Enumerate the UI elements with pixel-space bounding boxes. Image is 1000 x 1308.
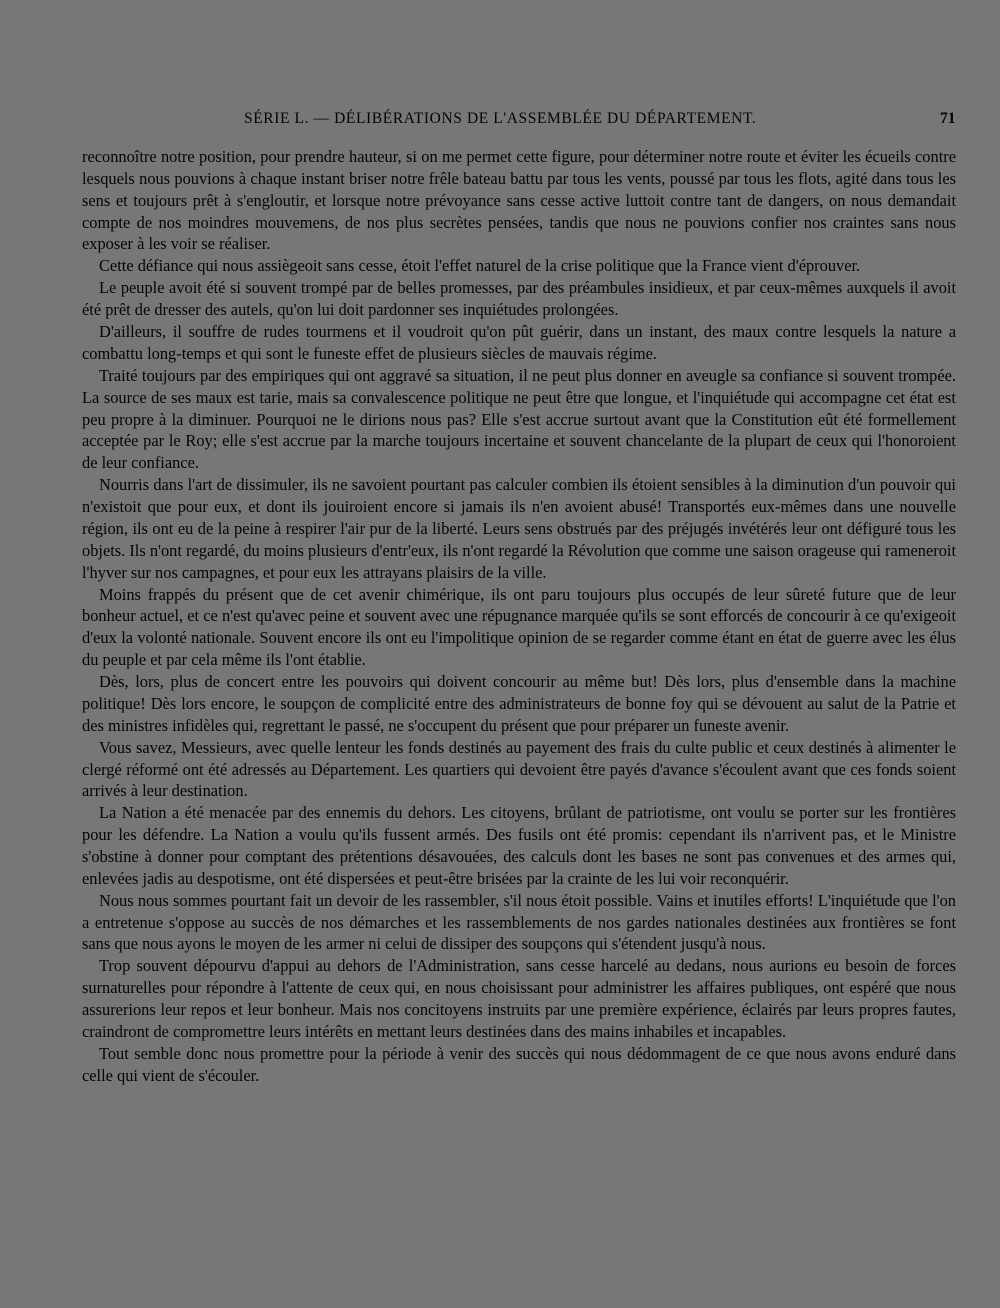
paragraph: Moins frappés du présent que de cet avenir chimérique, ils ont paru toujours plus occupés de leur sûreté future que de leur bonheur actuel, et ce n'est qu'avec peine et souvent avec une répugnance marquée qu'ils se sont efforcés de concourir à ce qu'exigeoit d'eux la volonté nationale. Souvent encore ils ont eu l'impolitique opinion de se regarder comme étant en état de guerre avec les élus du peuple et par cela même ils l'ont établie. [82,584,956,670]
paragraph: Dès, lors, plus de concert entre les pouvoirs qui doivent concourir au même but! Dès lors, plus d'ensemble dans la machine politique! Dès lors encore, le soupçon de complicité entre des administrateurs de bonne foy qui se dévouent au salut de la Patrie et des ministres infidèles qui, regrettant le passé, ne s'occupent du présent que pour préparer un funeste avenir. [82,672,956,735]
page-number: 71 [940,110,956,127]
paragraph: Traité toujours par des empiriques qui ont aggravé sa situation, il ne peut plus donner en aveugle sa confiance si souvent trompée. La source de ses maux est tarie, mais sa convalescence politique ne peut être que longue, et l'inquiétude qui accompagne cet état est peu propre à la diminuer. Pourquoi ne le dirions nous pas? Elle s'est accrue surtout avant que la Constitution eût été formellement acceptée par le Roy; elle s'est accrue par la marche toujours incertaine et souvent chancelante de la plupart de ceux qui l'honoroient de leur confiance. [82,365,956,473]
paragraph: Trop souvent dépourvu d'appui au dehors de l'Administration, sans cesse harcelé au dedans, nous aurions eu besoin de forces surnaturelles pour répondre à l'attente de ceux qui, en nous choisissant pour administrer les affaires publiques, ont espéré que nous assurerions leur repos et leur bonheur. Mais nos concitoyens instruits par une première expérience, éclairés par leurs propres fautes, craindront de compromettre leurs intérêts en mettant leurs destinées dans des mains inhabiles et incapables. [82,956,956,1041]
paragraph: Nous nous sommes pourtant fait un devoir de les rassembler, s'il nous étoit possible. Vains et inutiles efforts! L'inquiétude que l'on a entretenue s'oppose au succès de nos démarches et les rassemblements de nos gardes nationales destinées aux frontières se font sans que nous ayons le moyen de les armer ni celui de dissiper des soupçons qui s'étendent jusqu'à nous. [82,890,956,954]
paragraph: D'ailleurs, il souffre de rudes tourmens et il voudroit qu'on pût guérir, dans un instant, des maux contre lesquels la nature a combattu long-temps et qui sont le funeste effet de plusieurs siècles de mauvais régime. [82,322,956,363]
paragraph: Cette défiance qui nous assiègeoit sans cesse, étoit l'effet naturel de la crise politique que la France vient d'éprouver. [99,256,861,276]
paragraph: Vous savez, Messieurs, avec quelle lenteur les fonds destinés au payement des frais du culte public et ceux destinés à alimenter le clergé réformé ont été adressés au Département. Les quartiers qui devoient être payés d'avance s'écoulent avant que ces fonds soient arrivés à leur destination. [82,737,956,801]
running-title: SÉRIE L. — DÉLIBÉRATIONS DE L'ASSEMBLÉE DU DÉPARTEMENT. [244,110,757,127]
paragraph: Tout semble donc nous promettre pour la période à venir des succès qui nous dédommagent de ce que nous avons enduré dans celle qui vient de s'écouler. [82,1043,956,1085]
paragraph: La Nation a été menacée par des ennemis du dehors. Les citoyens, brûlant de patriotisme, ont voulu se porter sur les frontières pour les défendre. La Nation a voulu qu'ils fussent armés. Des fusils ont été promis: cependant ils n'arrivent pas, et le Ministre s'obstine à donner pour comptant des prétentions désavouées, des calculs dont les bases ne sont pas convenues et des armes qui, enlevées jadis au despotisme, ont été dispersées et peut-être brisées par la crainte de les lui voir reconquérir. [82,803,956,888]
paragraph: Le peuple avoit été si souvent trompé par de belles promesses, par des préambules insidieux, et par ceux-mêmes auxquels il avoit été prêt de dresser des autels, qu'on lui doit pardonner ses inquiétudes prolongées. [82,278,956,320]
paragraph: Nourris dans l'art de dissimuler, ils ne savoient pourtant pas calculer combien ils étoient sensibles à la diminution d'un pouvoir qui n'existoit que pour eux, et dont ils jouiroient encore si jamais ils n'en avoient abusé! Transportés eux-mêmes dans une nouvelle région, ils ont eu de la peine à respirer l'air pur de la liberté. Leurs sens obstrués par des préjugés invétérés leur ont défiguré tous les objets. Ils n'ont regardé, du moins plusieurs d'entr'eux, ils n'ont regardé la Révolution que comme une saison orageuse qui rameneroit l'hyver sur nos campagnes, et pour eux les attrayans plaisirs de la ville. [82,475,956,582]
paragraph-continued: reconnoître notre position, pour prendre hauteur, si on me permet cette figure, pour déterminer notre route et éviter les écueils contre lesquels nous pouvions à chaque instant briser notre frêle bateau battu par tous les vents, poussé par tous les flots, agité dans tous les sens et toujours prêt à s'engloutir, et lorsque notre prévoyance sans cesse active luttoit contre tant de dangers, on nous demandait compte de nos moindres mouvemens, de nos plus secrètes pensées, tandis que nous ne pouvions confier nos craintes sans nous exposer à les voir se réaliser. [82,147,956,254]
running-header [0,110,1000,134]
body-text [82,146,956,1087]
